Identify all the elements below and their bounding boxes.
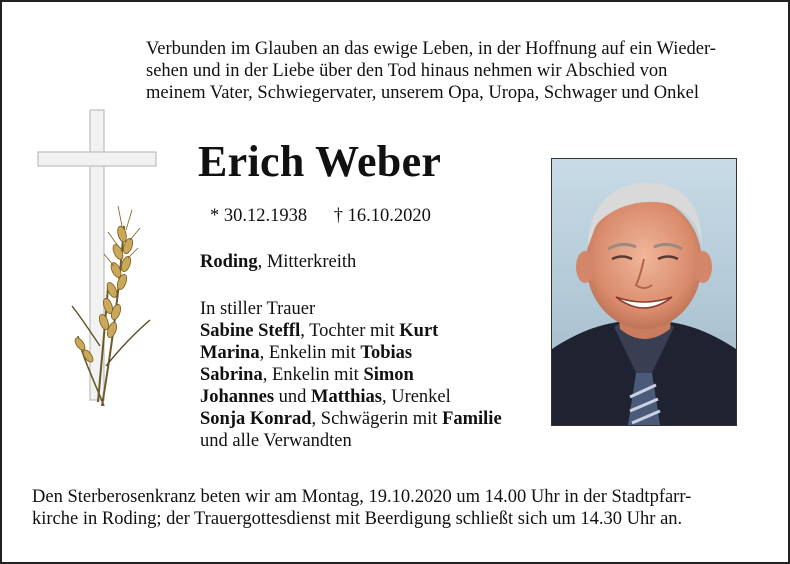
residence	[200, 252, 356, 273]
mourner-relation: , Tochter mit	[300, 321, 400, 341]
death-date: † 16.10.2020	[333, 206, 431, 226]
intro-line: meinem Vater, Schwiegervater, unserem Opa, Uropa, Schwager und Onkel	[146, 83, 699, 103]
mourner-name: Tobias	[360, 343, 413, 363]
mourner-name: Sabine Steffl	[200, 321, 301, 341]
mourner-relation: und	[274, 387, 312, 407]
mourner-name: Simon	[363, 365, 414, 385]
mourner-relation: , Enkelin mit	[259, 343, 361, 363]
mourner-name: Sonja Konrad	[200, 409, 312, 429]
mourner-name: Marina	[200, 343, 260, 363]
portrait-photo	[551, 158, 737, 426]
mourner-name: Matthias	[311, 387, 382, 407]
mourner-relation: , Urenkel	[381, 387, 451, 407]
mourner-relation: , Enkelin mit	[262, 365, 364, 385]
birth-date: * 30.12.1938	[210, 206, 308, 226]
intro-line: Verbunden im Glauben an das ewige Leben, in der Hoffnung auf ein Wieder-	[146, 39, 716, 59]
mourners-list	[200, 298, 502, 452]
mourner-line: und alle Verwandten	[200, 431, 352, 451]
mourner-name: Familie	[442, 409, 502, 429]
service-line: kirche in Roding; der Trauergottesdienst mit Beerdigung schließt sich um 14.30 Uhr an.	[32, 509, 683, 529]
mourner-name: Johannes	[200, 387, 275, 407]
deceased-name: Erich Weber	[198, 137, 442, 186]
mourners-heading: In stiller Trauer	[200, 299, 316, 319]
residence-district: , Mitterkreith	[257, 252, 357, 272]
cross-with-wheat-icon	[32, 106, 162, 416]
life-dates	[210, 206, 431, 227]
mourner-line	[200, 364, 502, 386]
residence-town: Roding	[200, 252, 258, 272]
mourner-relation: , Schwägerin mit	[311, 409, 443, 429]
service-info	[32, 486, 772, 530]
mourner-line	[200, 408, 502, 430]
mourner-line	[200, 320, 502, 342]
intro-line: sehen und in der Liebe über den Tod hinaus nehmen wir Abschied von	[146, 61, 668, 81]
intro-text	[146, 38, 766, 104]
mourner-line	[200, 342, 502, 364]
service-line: Den Sterberosenkranz beten wir am Montag, 19.10.2020 um 14.00 Uhr in der Stadtpfarr-	[32, 487, 692, 507]
mourner-name: Kurt	[399, 321, 439, 341]
mourner-name: Sabrina	[200, 365, 263, 385]
mourner-line	[200, 386, 502, 408]
